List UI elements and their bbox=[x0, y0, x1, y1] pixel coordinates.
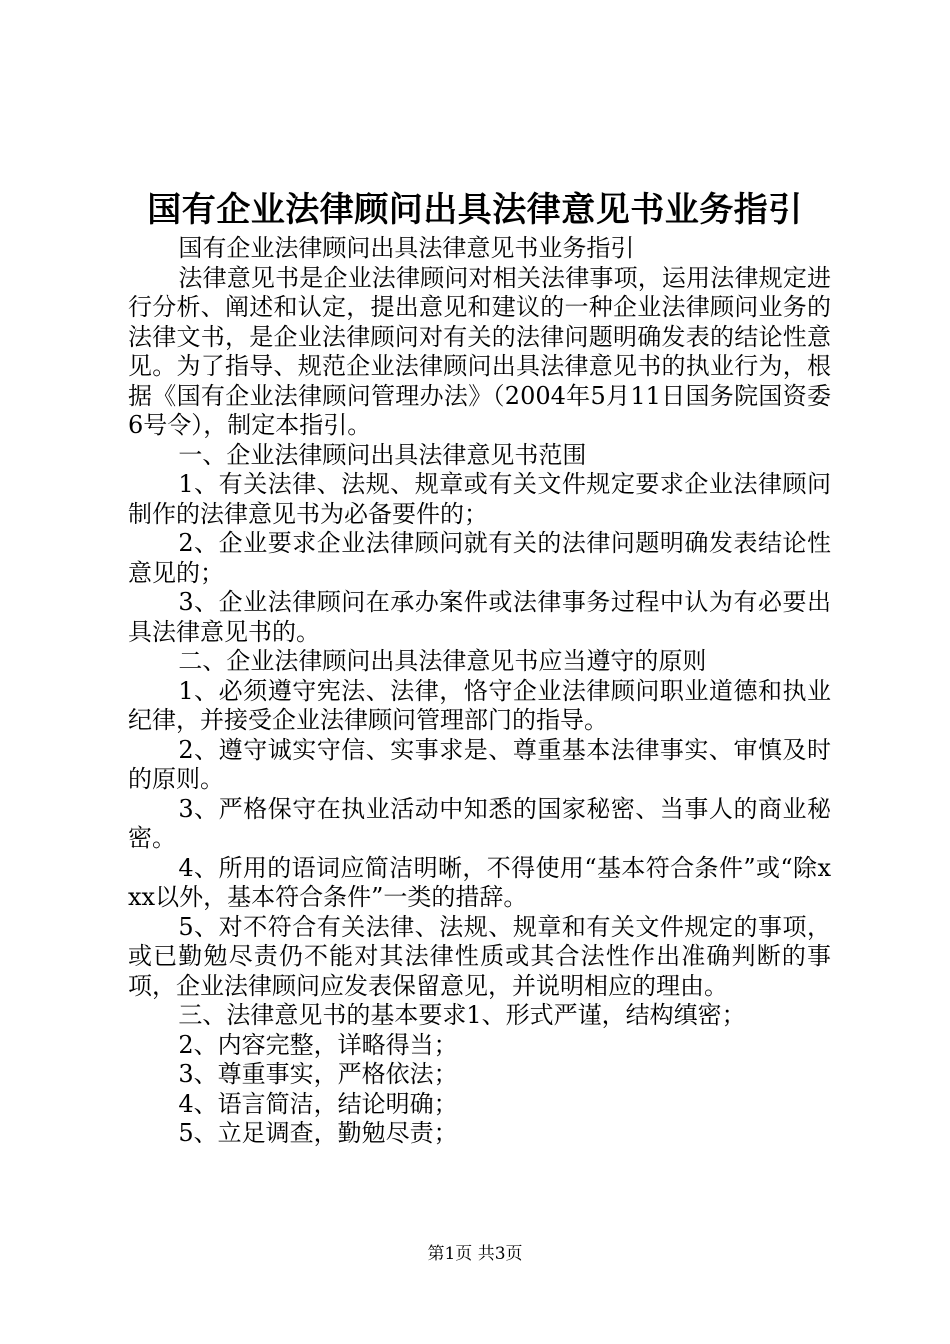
list-item: 3、严格保守在执业活动中知悉的国家秘密、当事人的商业秘密。 bbox=[128, 794, 831, 852]
list-item: 2、内容完整，详略得当； bbox=[178, 1030, 458, 1059]
list-item: 1、必须遵守宪法、法律，恪守企业法律顾问职业道德和执业纪律，并接受企业法律顾问管理部门的指导。 bbox=[128, 676, 831, 734]
document-body bbox=[128, 234, 831, 1149]
page-footer: 第1页 共3页 bbox=[427, 1244, 523, 1264]
section-heading-scope: 一、企业法律顾问出具法律意见书范围 bbox=[178, 440, 587, 469]
body-paragraph-intro: 法律意见书是企业法律顾问对相关法律事项，运用法律规定进行分析、阐述和认定，提出意见和建议的一种企业法律顾问业务的法律文书，是企业法律顾问对有关的法律问题明确发表的结论性意见。为了指导、规范企业法律顾问出具法律意见书的执业行为，根据《国有企业法律顾问管理办法》（2004年5月11日国务院国资委6号令），制定本指引。 bbox=[128, 263, 831, 439]
list-item: 2、企业要求企业法律顾问就有关的法律问题明确发表结论性意见的； bbox=[128, 529, 831, 587]
list-item: 3、尊重事实，严格依法； bbox=[178, 1060, 458, 1088]
body-paragraph-subtitle: 国有企业法律顾问出具法律意见书业务指引 bbox=[178, 234, 635, 262]
list-item: 3、企业法律顾问在承办案件或法律事务过程中认为有必要出具法律意见书的。 bbox=[128, 588, 831, 646]
list-item: 5、对不符合有关法律、法规、规章和有关文件规定的事项，或已勤勉尽责仍不能对其法律性质或其合法性作出准确判断的事项，企业法律顾问应发表保留意见，并说明相应的理由。 bbox=[128, 912, 831, 1000]
list-item: 4、语言简洁，结论明确； bbox=[178, 1089, 458, 1118]
section-heading-requirements: 三、法律意见书的基本要求1、形式严谨，结构缜密； bbox=[178, 1001, 746, 1029]
list-item: 2、遵守诚实守信、实事求是、尊重基本法律事实、审慎及时的原则。 bbox=[128, 735, 831, 793]
list-item: 1、有关法律、法规、规章或有关文件规定要求企业法律顾问制作的法律意见书为必备要件的； bbox=[128, 470, 831, 528]
list-item: 4、所用的语词应简洁明晰，不得使用“基本符合条件”或“除xxx以外，基本符合条件”一类的措辞。 bbox=[128, 853, 831, 911]
list-item: 5、立足调查，勤勉尽责； bbox=[178, 1119, 458, 1147]
document-title: 国有企业法律顾问出具法律意见书业务指引 bbox=[147, 190, 803, 230]
section-heading-principles: 二、企业法律顾问出具法律意见书应当遵守的原则 bbox=[178, 647, 707, 675]
